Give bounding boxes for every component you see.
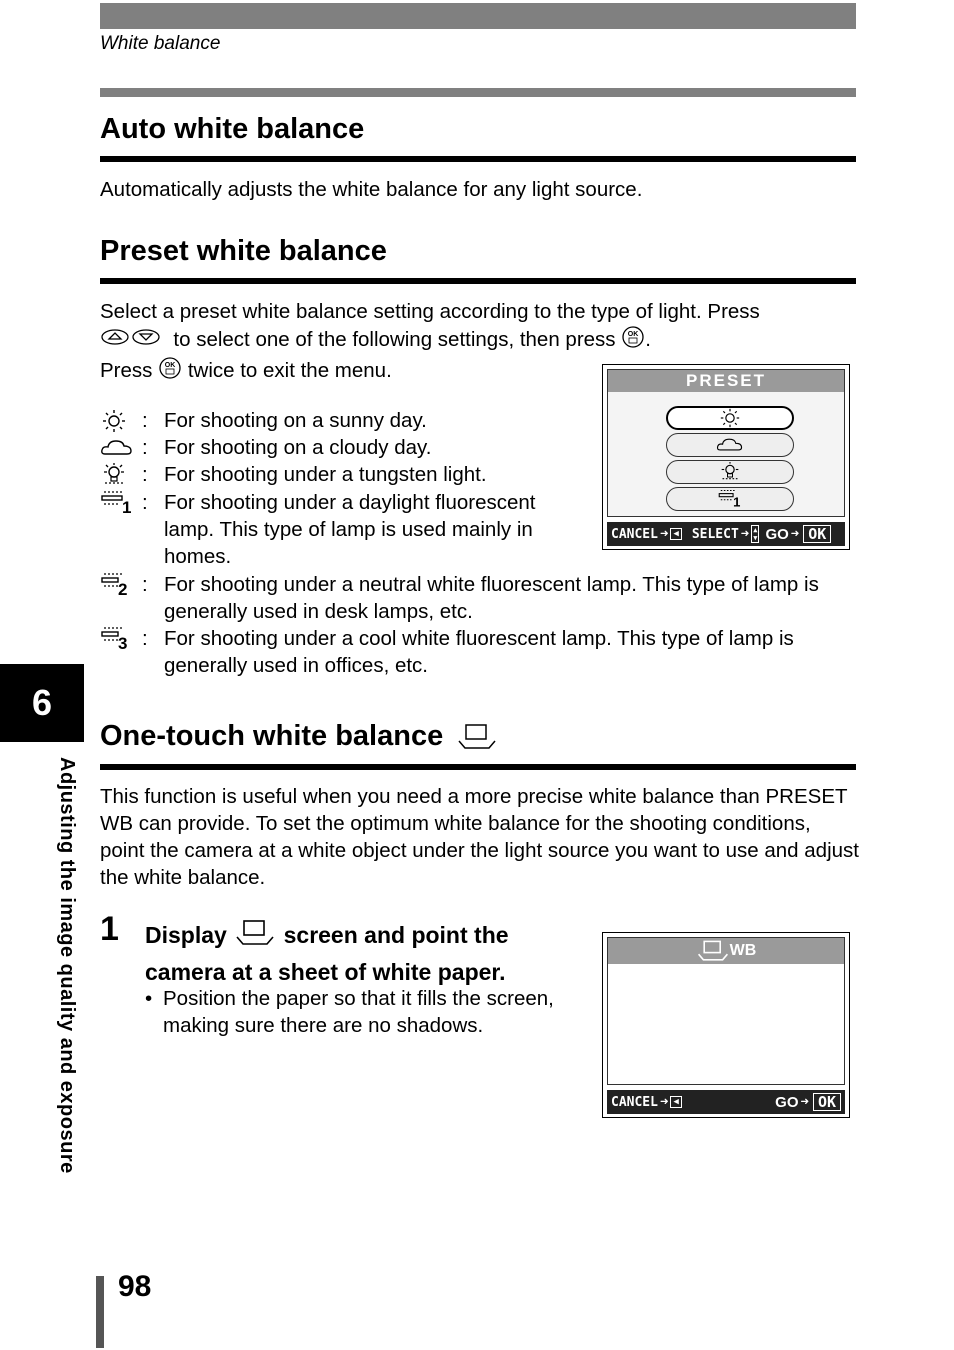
one-touch-wb-icon bbox=[233, 918, 277, 956]
preset-wb-heading: Preset white balance bbox=[100, 235, 387, 267]
list-item bbox=[100, 625, 856, 679]
divider bbox=[100, 156, 856, 162]
colon: : bbox=[142, 436, 148, 459]
svg-text:1: 1 bbox=[122, 497, 132, 516]
svg-text:1: 1 bbox=[733, 494, 741, 509]
cancel-label: CANCEL bbox=[611, 526, 658, 542]
preset-intro-text: Select a preset white balance setting according to the type of light. Press bbox=[100, 300, 760, 323]
preset-fluorescent-3-text: For shooting under a cool white fluorescent lamp. This type of lamp is generally used in offices, etc. bbox=[164, 627, 794, 677]
bullet: • bbox=[145, 987, 153, 1010]
preset-cloudy-text: For shooting on a cloudy day. bbox=[164, 436, 432, 459]
fluorescent-2-icon bbox=[100, 571, 134, 598]
header-bar bbox=[100, 3, 856, 29]
section-label: White balance bbox=[100, 33, 221, 54]
sunny-icon bbox=[718, 408, 742, 428]
preset-screen-frame bbox=[607, 369, 845, 517]
tungsten-icon bbox=[100, 461, 134, 488]
preset-screen-button-bar bbox=[607, 522, 845, 546]
colon: : bbox=[142, 409, 148, 432]
step-instruction bbox=[145, 918, 585, 988]
list-item bbox=[145, 985, 585, 1039]
arrow-right-icon: ➜ bbox=[659, 1094, 669, 1110]
ok-button-icon bbox=[621, 325, 645, 356]
svg-text:2: 2 bbox=[118, 579, 128, 598]
page-number-bar bbox=[96, 1276, 104, 1348]
preset-intro-text: . bbox=[645, 327, 651, 351]
step-text: screen and point the camera at a sheet of white paper. bbox=[145, 922, 509, 985]
step-number: 1 bbox=[100, 910, 119, 948]
arrow-right-icon: ➜ bbox=[659, 526, 669, 542]
wb-screen bbox=[602, 932, 850, 1118]
onetouch-description: This function is useful when you need a more precise white balance than PRESET WB can provide. To set the optimum white balance for the shooting conditions, point the camera at a white object under the light source you want to use and adjust the white balance. bbox=[100, 785, 859, 889]
one-touch-wb-icon bbox=[457, 722, 497, 752]
fluorescent-3-icon bbox=[100, 625, 134, 652]
sunny-icon bbox=[100, 407, 134, 434]
up-down-button-icon: ▲ ▼ bbox=[753, 526, 758, 542]
divider bbox=[100, 88, 856, 97]
cloudy-icon bbox=[716, 435, 744, 455]
list-item bbox=[100, 461, 580, 488]
divider bbox=[100, 278, 856, 284]
onetouch-heading-row bbox=[100, 720, 497, 753]
chapter-title: Adjusting the image quality and exposure bbox=[56, 757, 78, 1174]
svg-text:OK: OK bbox=[164, 362, 176, 369]
preset-intro-text: Press bbox=[100, 358, 153, 382]
onetouch-heading: One-touch white balance bbox=[100, 720, 444, 752]
ok-button-icon bbox=[158, 356, 182, 387]
page-number: 98 bbox=[118, 1270, 152, 1303]
colon: : bbox=[142, 627, 148, 650]
svg-text:3: 3 bbox=[118, 633, 128, 652]
colon: : bbox=[142, 491, 148, 514]
arrow-right-icon: ➜ bbox=[740, 526, 750, 542]
preset-sunny-text: For shooting on a sunny day. bbox=[164, 409, 427, 432]
arrow-right-icon: ➜ bbox=[790, 526, 800, 542]
cloudy-icon bbox=[100, 434, 134, 461]
go-label: GO bbox=[775, 1093, 799, 1111]
auto-wb-heading: Auto white balance bbox=[100, 113, 365, 145]
left-button-icon: ◀ bbox=[670, 1096, 681, 1108]
select-label: SELECT bbox=[691, 526, 739, 542]
preset-fluorescent-1-text: For shooting under a daylight fluorescent lamp. This type of lamp is used mainly in homes. bbox=[164, 491, 536, 568]
colon: : bbox=[142, 573, 148, 596]
left-button-icon: ◀ bbox=[670, 528, 681, 540]
list-item bbox=[100, 571, 856, 625]
list-item bbox=[100, 434, 580, 461]
preset-intro-text: twice to exit the menu. bbox=[187, 358, 392, 382]
arrow-up-down-buttons-icon bbox=[100, 327, 162, 354]
wb-screen-button-bar bbox=[607, 1090, 845, 1114]
list-item bbox=[100, 489, 580, 570]
wb-screen-title-bar bbox=[608, 938, 844, 964]
svg-text:OK: OK bbox=[628, 331, 639, 338]
preset-intro-text: to select one of the following settings, then press bbox=[173, 327, 616, 351]
auto-wb-description: Automatically adjusts the white balance for any light source. bbox=[100, 178, 643, 201]
preset-screen-title: PRESET bbox=[608, 370, 844, 392]
preset-option-cloudy[interactable] bbox=[666, 433, 794, 457]
step-bullet-text: Position the paper so that it fills the screen, making sure there are no shadows. bbox=[163, 987, 554, 1037]
tungsten-icon bbox=[718, 462, 742, 482]
list-item bbox=[100, 407, 580, 434]
preset-option-fluorescent-1[interactable] bbox=[666, 487, 794, 511]
divider bbox=[100, 764, 856, 770]
chapter-tab: 6 bbox=[0, 664, 84, 742]
step-text: Display bbox=[145, 922, 227, 949]
preset-option-sunny[interactable] bbox=[666, 406, 794, 430]
wb-screen-frame bbox=[607, 937, 845, 1085]
colon: : bbox=[142, 463, 148, 486]
fluorescent-1-icon bbox=[717, 489, 743, 509]
preset-tungsten-text: For shooting under a tungsten light. bbox=[164, 463, 487, 486]
arrow-right-icon: ➜ bbox=[800, 1094, 809, 1110]
one-touch-wb-icon bbox=[696, 939, 730, 963]
preset-screen bbox=[602, 364, 850, 550]
preset-fluorescent-2-text: For shooting under a neutral white fluorescent lamp. This type of lamp is generally used in desk lamps, etc. bbox=[164, 573, 819, 623]
ok-button-label: OK bbox=[813, 1093, 841, 1111]
ok-button-label: OK bbox=[803, 525, 831, 543]
preset-option-tungsten[interactable] bbox=[666, 460, 794, 484]
fluorescent-1-icon bbox=[100, 489, 134, 516]
wb-screen-title: WB bbox=[729, 942, 757, 959]
cancel-label: CANCEL bbox=[611, 1094, 658, 1110]
go-label: GO bbox=[765, 525, 789, 543]
